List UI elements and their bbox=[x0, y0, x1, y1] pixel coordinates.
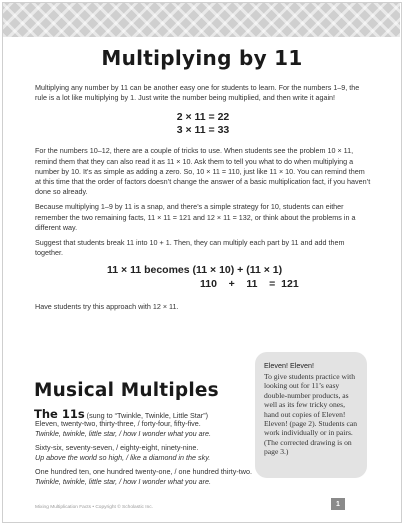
song-verse bbox=[35, 443, 365, 462]
verse-italic-line: Up above the world so high, / like a diamond in the sky. bbox=[35, 452, 211, 462]
header-pattern bbox=[3, 3, 400, 37]
main-content bbox=[35, 83, 371, 313]
example-equation: 2 × 11 = 22 bbox=[176, 111, 230, 124]
example-equation: 3 × 11 = 33 bbox=[176, 124, 230, 137]
song-verse bbox=[35, 419, 365, 438]
song-verse bbox=[35, 467, 365, 486]
verse-line: Eleven, twenty-two, thirty-three, / forty-four, fifty-five. bbox=[35, 419, 201, 428]
paragraph-break-apart: Suggest that students break 11 into 10 + 1. Then, they can multiply each part by 11 and add them together. bbox=[35, 238, 345, 258]
page-number: 1 bbox=[331, 498, 345, 510]
example-equations bbox=[35, 111, 371, 137]
song-subtitle: (sung to “Twinkle, Twinkle, Little Star”) bbox=[84, 411, 208, 420]
verse-italic-line: Twinkle, twinkle, little star, / how I wonder what you are. bbox=[35, 428, 212, 438]
verse-line: One hundred ten, one hundred twenty-one, / one hundred thirty-two. bbox=[35, 467, 252, 477]
footer-credit: Mixing Multiplication Facts • Copyright © Scholastic Inc. bbox=[35, 505, 153, 510]
paragraph-10-12: For the numbers 10–12, there are a couple of tricks to use. When students see the problem 10 × 11, remind them that they can also read it as 11 × 10. Ask them to tell you what to do when multiplying a number by 10. It’s as simple as adding a zero. So, 10 × 11 = 110, just like 11 × 10. You can remind them at this time that the order of factors doesn’t change the answer of a basic multiplication fact, if you haven’t done so already. bbox=[35, 146, 371, 197]
page-title: Multiplying by 11 bbox=[101, 46, 303, 70]
tip-title: Eleven! Eleven! bbox=[264, 361, 314, 370]
break-apart-equation bbox=[35, 264, 371, 292]
equation-line-1: 11 × 11 becomes (11 × 10) + (11 × 1) bbox=[107, 264, 283, 277]
verse-italic-line: Twinkle, twinkle, little star, / how I wonder what you are. bbox=[35, 476, 212, 486]
try-approach-text: Have students try this approach with 12 × 11. bbox=[35, 302, 179, 312]
song-verses bbox=[35, 419, 365, 492]
verse-line: Sixty-six, seventy-seven, / eighty-eight, ninety-nine. bbox=[35, 443, 199, 453]
tip-body: To give students practice with looking out for 11’s easy double-number products, as well as its few tricky ones, hand out copies of Eleven! Eleven! (page 2). Students can work individually or in pairs. (The corrected drawing is on page 3.) bbox=[264, 372, 357, 457]
intro-paragraph: Multiplying any number by 11 can be another easy one for students to learn. For the numbers 1–9, the rule is a lot like multiplying by 1. Just write the number being multiplied, and then write it again! bbox=[35, 83, 360, 103]
section-heading: Musical Multiples bbox=[34, 380, 219, 401]
equation-line-2: 110 + 11 = 121 bbox=[200, 278, 299, 291]
title-box bbox=[60, 37, 344, 79]
paragraph-strategy: Because multiplying 1–9 by 11 is a snap, and there’s a simple strategy for 10, students can either remember the two remaining facts, 11 × 11 = 121 and 12 × 11 = 132, or think about the problems in a different way. bbox=[35, 202, 356, 232]
song-title: The 11s bbox=[34, 407, 85, 421]
